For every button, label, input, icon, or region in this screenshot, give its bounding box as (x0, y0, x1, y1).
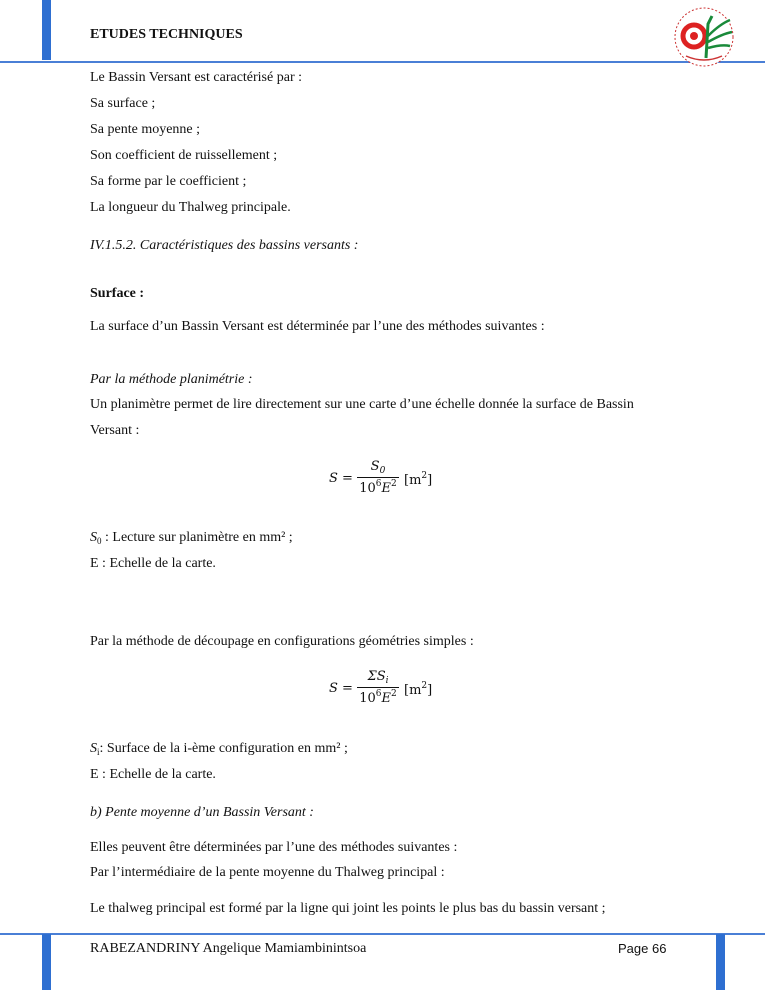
characteristic-item: Son coefficient de ruissellement ; (90, 148, 278, 163)
method1-text-cont: Versant : (90, 423, 140, 438)
definition-scale: E : Echelle de la carte. (90, 767, 216, 782)
formula-lhs: S = (329, 471, 353, 486)
characteristic-item: Sa surface ; (90, 96, 156, 111)
slope-method: Par l’intermédiaire de la pente moyenne du Thalweg principal : (90, 865, 445, 880)
method1-text: Un planimètre permet de lire directement sur une carte d’une échelle donnée la surface de Bassin (90, 397, 634, 412)
characteristic-item: La longueur du Thalweg principale. (90, 200, 291, 215)
school-emblem-icon (668, 6, 740, 68)
surface-heading: Surface : (90, 286, 145, 301)
thalweg-definition: Le thalweg principal est formé par la ligne qui joint les points le plus bas du bassin versant ; (90, 901, 606, 916)
characteristic-item: Sa pente moyenne ; (90, 122, 201, 137)
formula-decomposition (329, 669, 439, 709)
header-title: ETUDES TECHNIQUES (90, 27, 243, 42)
footer-rule (0, 933, 765, 935)
formula-fraction: $S_0$ $10^6E^2$ (357, 459, 399, 496)
formula-unit: $[m^2]$ (404, 471, 433, 488)
definition-s0: $S_0$ : Lecture sur planimètre en mm² ; (90, 530, 293, 546)
formula-unit: $[m^2]$ (404, 681, 433, 698)
intro-text: Le Bassin Versant est caractérisé par : (90, 70, 302, 85)
header-rule (0, 61, 765, 63)
footer-left-bar (42, 934, 51, 990)
definition-si: $S_i$: Surface de la i-ème configuration en mm² ; (90, 741, 348, 757)
characteristic-item: Sa forme par le coefficient ; (90, 174, 247, 189)
formula-fraction: $\Sigma S_i$ $10^6E^2$ (357, 669, 399, 706)
header-left-bar (42, 0, 51, 60)
footer-right-bar (716, 934, 725, 990)
definition-scale: E : Echelle de la carte. (90, 556, 216, 571)
method1-heading: Par la méthode planimétrie : (90, 372, 253, 387)
method2-text: Par la méthode de découpage en configurations géométries simples : (90, 634, 474, 649)
formula-lhs: S = (329, 681, 353, 696)
formula-planimetry (329, 459, 439, 499)
slope-intro: Elles peuvent être déterminées par l’une des méthodes suivantes : (90, 840, 458, 855)
footer-author: RABEZANDRINY Angelique Mamiambinintsoa (90, 941, 367, 956)
slope-heading: b) Pente moyenne d’un Bassin Versant : (90, 805, 314, 820)
page-number: Page 66 (618, 941, 667, 956)
surface-intro: La surface d’un Bassin Versant est déterminée par l’une des méthodes suivantes : (90, 319, 545, 334)
section-heading: IV.1.5.2. Caractéristiques des bassins versants : (90, 238, 359, 253)
